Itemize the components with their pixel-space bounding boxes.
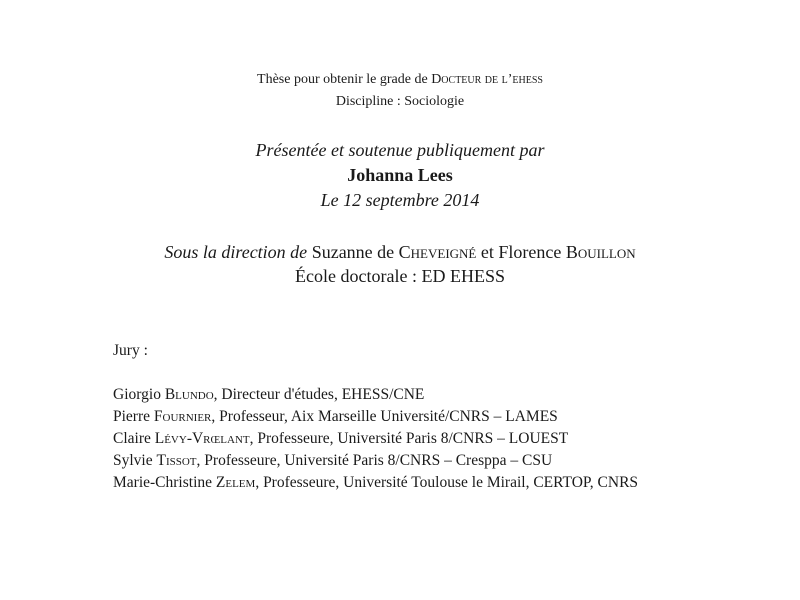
author-name: Johanna Lees [347,165,453,185]
doctoral-school: École doctorale : ED EHESS [295,266,505,286]
jury-block [113,340,638,494]
direction-line [0,242,800,263]
jury-first-name: Pierre [113,408,154,425]
jury-member [113,384,638,406]
jury-affiliation: , Directeur d'études, EHESS/CNE [213,386,425,403]
jury-last-name: Blundo [164,386,214,403]
degree-line [0,72,800,88]
supervisor-1-first: Suzanne de [307,242,399,262]
jury-affiliation: , Professeure, Université Paris 8/CNRS – Cresppa – CSU [196,452,553,469]
jury-first-name: Giorgio [113,386,165,403]
supervisor-2-last: Bouillon [565,242,636,262]
defense-date: Le 12 septembre 2014 [320,190,480,210]
jury-member [113,472,638,494]
discipline-line: Discipline : Sociologie [335,94,465,109]
jury-first-name: Claire [113,430,155,447]
presentation-line: Présentée et soutenue publiquement par [255,140,545,160]
jury-last-name: Fournier [153,408,212,425]
jury-last-name: Tissot [156,452,197,469]
jury-first-name: Sylvie [113,452,157,469]
jury-affiliation: , Professeure, Université Paris 8/CNRS – LOUEST [249,430,569,447]
supervisor-1-last: Cheveigné [398,242,477,262]
jury-affiliation: , Professeure, Université Toulouse le Mirail, CERTOP, CNRS [255,474,639,491]
degree-prefix: Thèse pour obtenir le grade de [257,72,432,87]
degree-title: Docteur de l’ehess [431,72,543,87]
direction-between: et Florence [476,242,566,262]
direction-label: Sous la direction de [164,242,308,262]
jury-affiliation: , Professeur, Aix Marseille Université/CNRS – LAMES [211,408,558,425]
jury-member [113,450,638,472]
jury-label: Jury : [113,342,148,359]
jury-last-name: Zelem [215,474,256,491]
jury-first-name: Marie-Christine [113,474,216,491]
jury-member [113,406,638,428]
jury-last-name: Lévy-Vrœlant [154,430,250,447]
jury-member [113,428,638,450]
